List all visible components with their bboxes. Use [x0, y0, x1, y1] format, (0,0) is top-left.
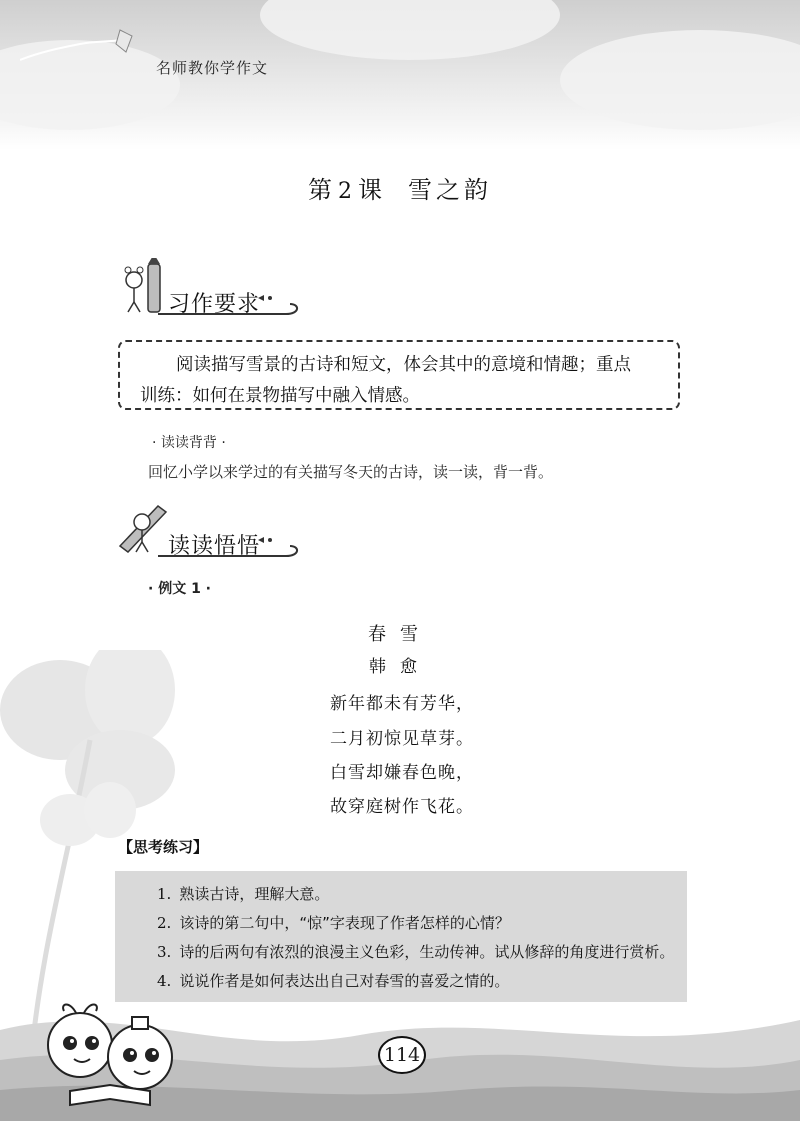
lesson-prefix: 第 [308, 176, 336, 204]
poem-line: 故穿庭树作飞花。 [330, 797, 474, 817]
exercise-text: 说说作者是如何表达出自己对春雪的喜爱之情的。 [179, 972, 510, 990]
lesson-title [0, 170, 800, 205]
example-label: · 例文 1 · [148, 581, 211, 597]
recite-title: · 读读背背 · [152, 435, 226, 451]
cloud-decoration [560, 30, 800, 130]
section-read-title: 读读悟悟 [168, 534, 261, 559]
running-head: 名师教你学作文 [156, 59, 269, 77]
lesson-name: 雪之韵 [408, 176, 492, 204]
lesson-number: 2 [338, 179, 356, 204]
poem-author: 韩愈 [369, 657, 431, 677]
exercise-text: 熟读古诗，理解大意。 [179, 885, 330, 903]
exercise-number: 3. [157, 943, 172, 961]
section-requirement-header [118, 258, 318, 318]
exercise-text: 该诗的第二句中，“惊”字表现了作者怎样的心情？ [179, 914, 510, 932]
exercise-item [157, 912, 510, 933]
poem-line: 白雪却嫌春色晚， [330, 763, 474, 783]
mascots-decoration [30, 995, 200, 1115]
poem-line: 新年都未有芳华， [330, 694, 474, 714]
exercise-item [157, 883, 329, 904]
requirement-text-line1: 阅读描写雪景的古诗和短文，体会其中的意境和情趣；重点 [176, 355, 631, 375]
poem-line: 二月初惊见草芽。 [330, 729, 474, 749]
cloud-decoration [260, 0, 560, 60]
section-read-header [118, 500, 318, 560]
exercise-title: 【思考练习】 [118, 838, 209, 856]
exercise-number: 2. [157, 914, 172, 932]
exercise-number: 1. [157, 885, 172, 903]
exercise-item [157, 970, 509, 991]
section-requirement-title: 习作要求 [168, 292, 261, 317]
recite-text: 回忆小学以来学过的有关描写冬天的古诗，读一读，背一背。 [148, 463, 554, 481]
requirement-box [118, 340, 680, 410]
exercise-number: 4. [157, 972, 172, 990]
kite-icon [20, 22, 140, 62]
requirement-text-line2: 训练：如何在景物描写中融入情感。 [140, 386, 420, 406]
exercise-box [115, 871, 687, 1002]
lesson-suffix: 课 [358, 176, 386, 204]
exercise-text: 诗的后两句有浓烈的浪漫主义色彩，生动传神。试从修辞的角度进行赏析。 [179, 943, 675, 961]
page-number: 114 [378, 1036, 426, 1074]
exercise-item [157, 941, 674, 962]
poem-title: 春雪 [368, 624, 432, 645]
